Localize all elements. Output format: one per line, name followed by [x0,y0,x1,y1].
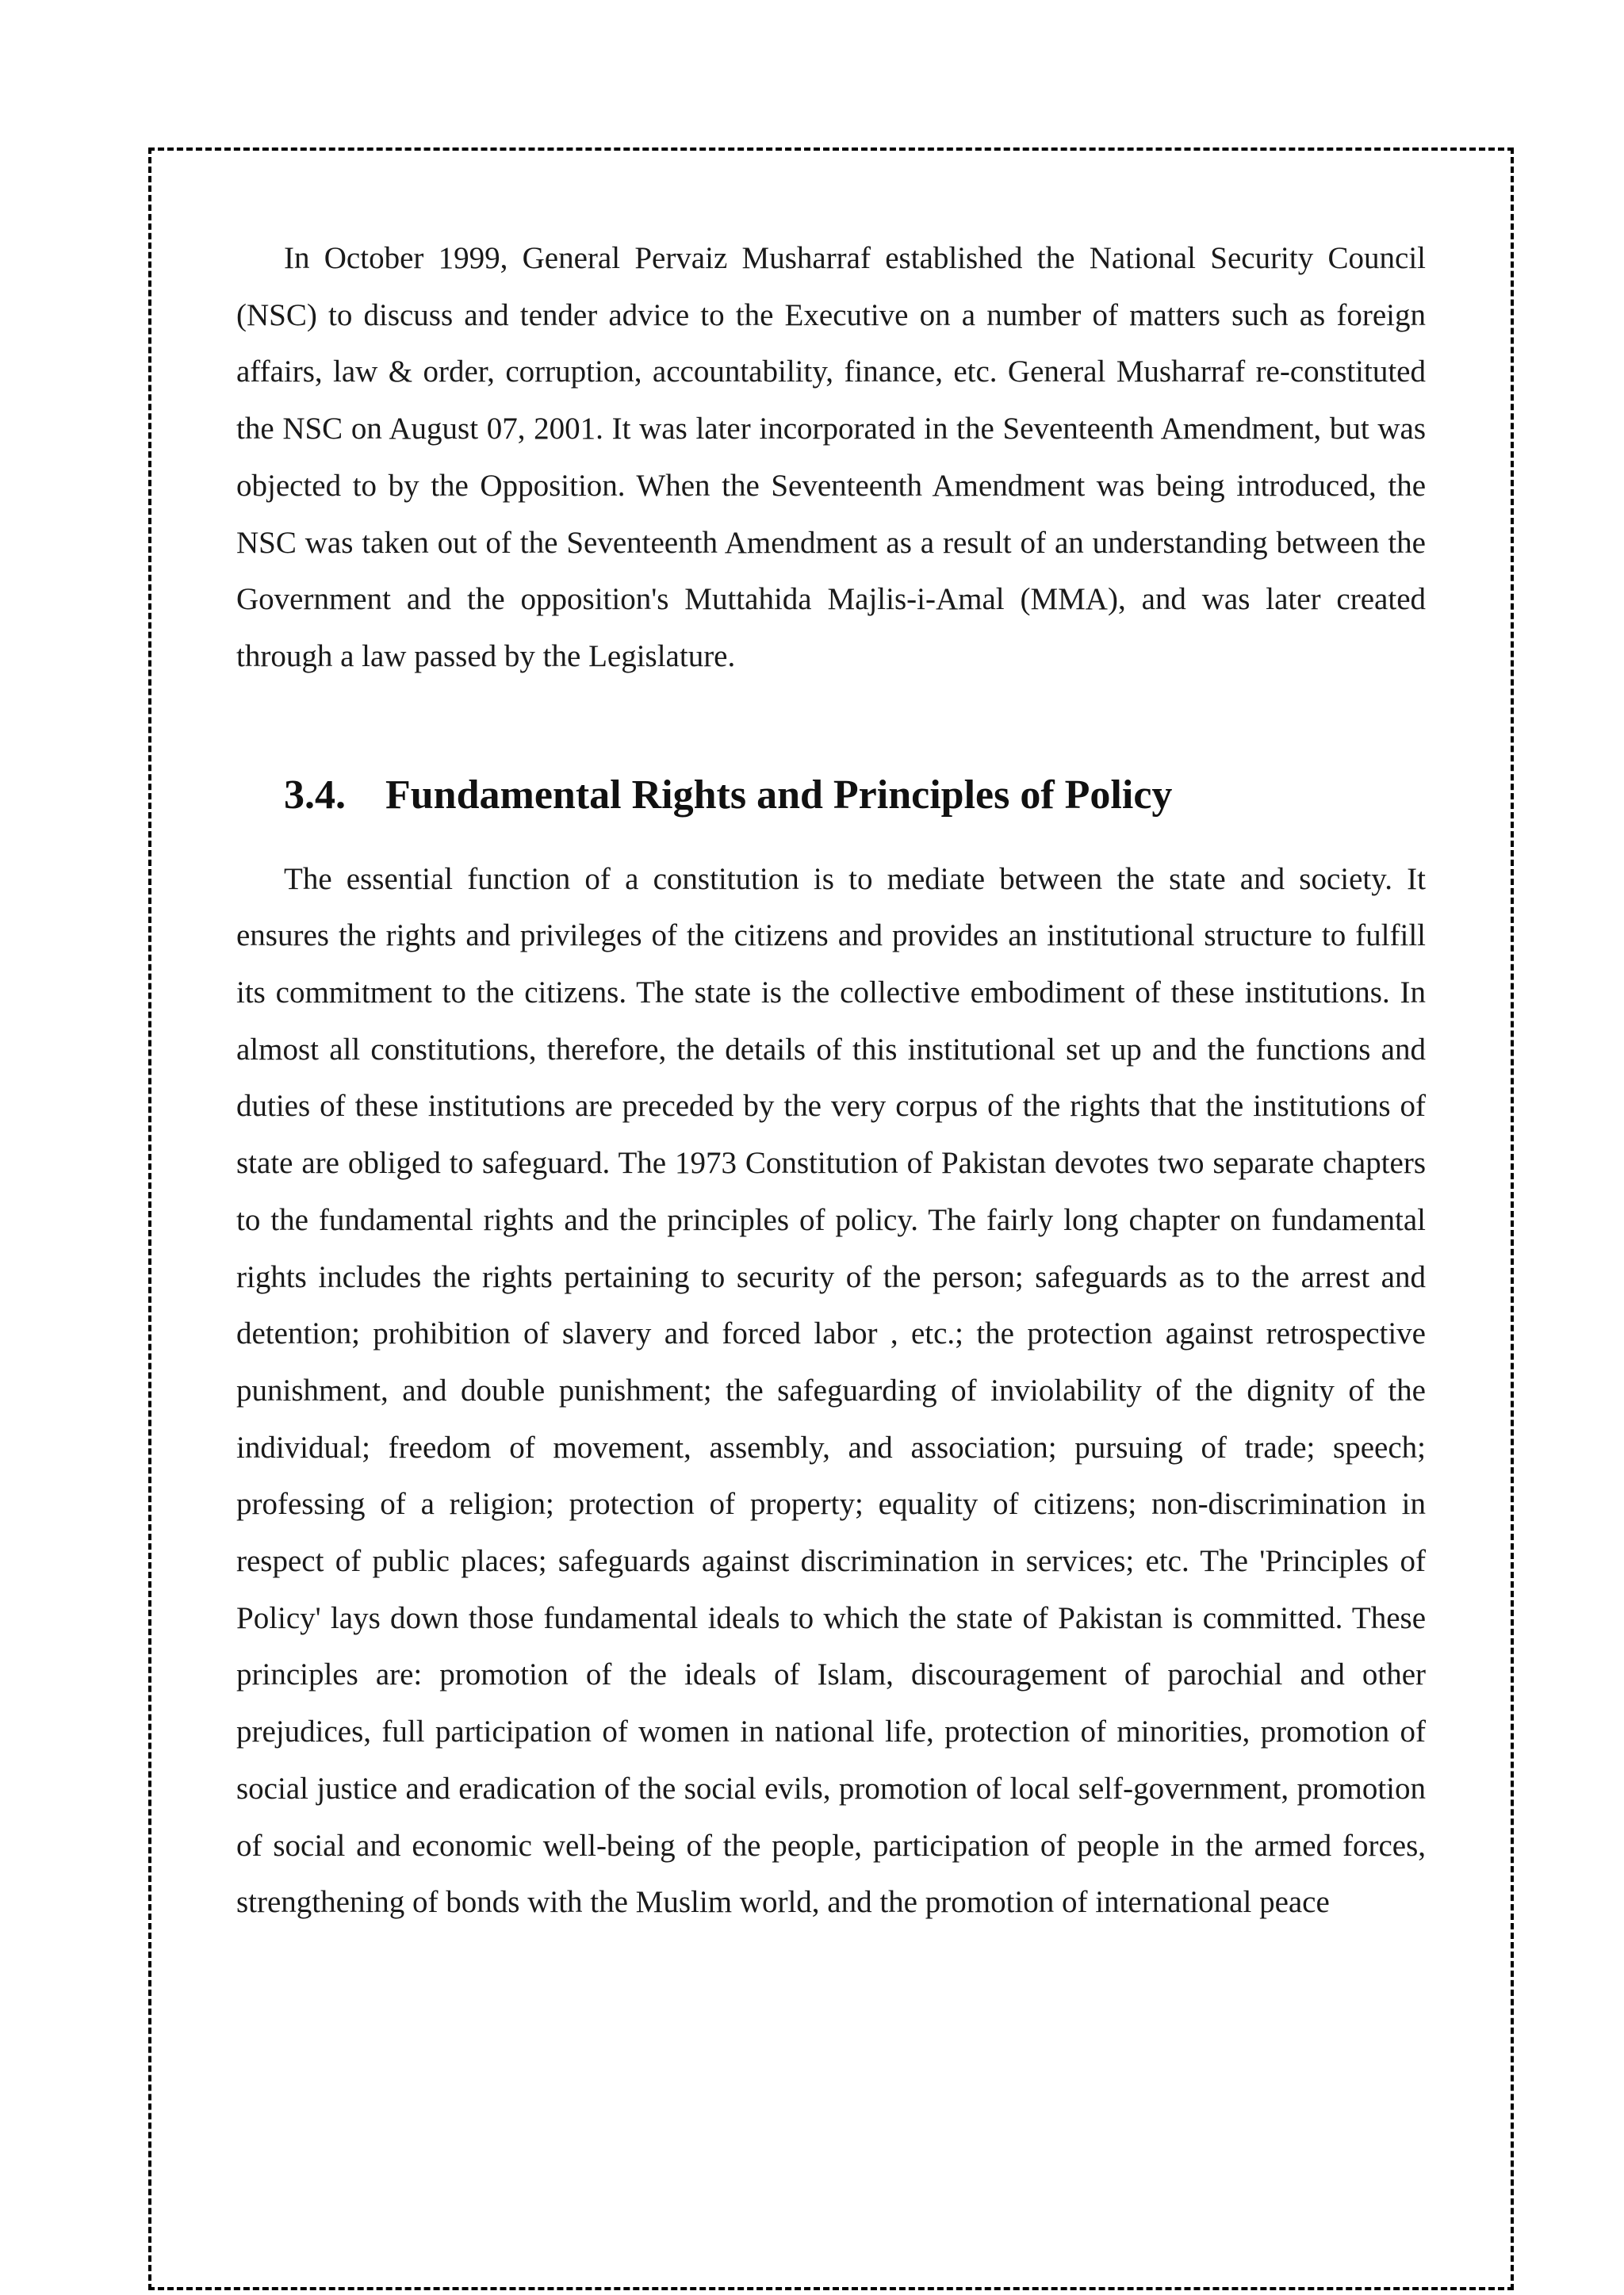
document-body [236,230,1426,1931]
section-title: Fundamental Rights and Principles of Policy [385,772,1173,818]
section-heading [236,768,1426,823]
section-number: 3.4. [284,772,346,818]
paragraph-fundamental-rights: The essential function of a constitution is to mediate between the state and society. It ensures the rights and privileges of the citizens and provides an institutional structure to fulfill its commitment to the citizens. The state is the collective embodiment of these institutions. In almost all constitutions, therefore, the details of this institutional set up and the functions and duties of these institutions are preceded by the very corpus of the rights that the institutions of state are obliged to safeguard. The 1973 Constitution of Pakistan devotes two separate chapters to the fundamental rights and the principles of policy. The fairly long chapter on fundamental rights includes the rights pertaining to security of the person; safeguards as to the arrest and detention; prohibition of slavery and forced labor , etc.; the protection against retrospective punishment, and double punishment; the safeguarding of inviolability of the dignity of the individual; freedom of movement, assembly, and association; pursuing of trade; speech; professing of a religion; protection of property; equality of citizens; non-discrimination in respect of public places; safeguards against discrimination in services; etc. The 'Principles of Policy' lays down those fundamental ideals to which the state of Pakistan is committed. These principles are: promotion of the ideals of Islam, discouragement of parochial and other prejudices, full participation of women in national life, protection of minorities, promotion of social justice and eradication of the social evils, promotion of local self-government, promotion of social and economic well-being of the people, participation of people in the armed forces, strengthening of bonds with the Muslim world, and the promotion of international peace [236,861,1426,1920]
paragraph-nsc: In October 1999, General Pervaiz Musharraf established the National Security Council (NSC) to discuss and tender advice to the Executive on a number of matters such as foreign affairs, law & order, corruption, accountability, finance, etc. General Musharraf re-constituted the NSC on August 07, 2001. It was later incorporated in the Seventeenth Amendment, but was objected to by the Opposition. When the Seventeenth Amendment was being introduced, the NSC was taken out of the Seventeenth Amendment as a result of an understanding between the Government and the opposition's Muttahida Majlis-i-Amal (MMA), and was later created through a law passed by the Legislature. [236,241,1426,673]
